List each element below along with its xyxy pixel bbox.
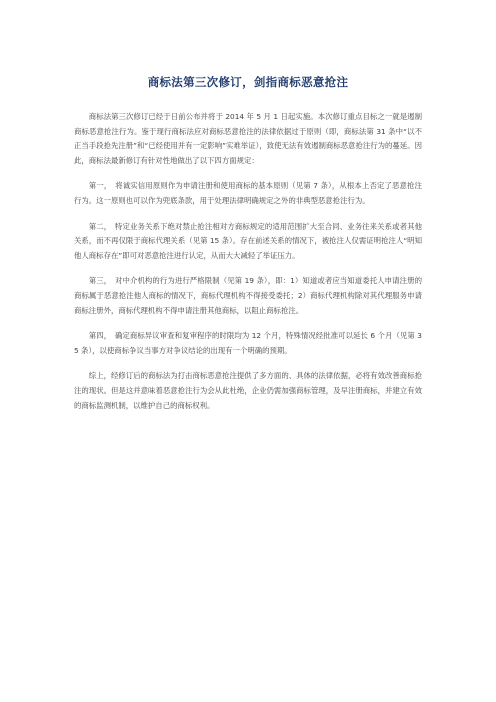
paragraph-third: 第三， 对中介机构的行为进行严格限制（见第 19 条），即：1）知道或者应当知道委托人申请注册的商标属于恶意抢注他人商标的情况下，商标代理机构不得接受委托；2）商标代理机构除对其代理服务申请商标注册外，商标代理机构不得申请注册其他商标，以阻止商标抢注。 <box>74 276 422 315</box>
paragraph-second: 第二， 特定业务关系下绝对禁止抢注相对方商标规定的适用范围扩大至合同、业务往来关系或者其他关系，而不再仅限于商标代理关系（见第 15 条）。存在前述关系的情况下，被抢注人仅需证明抢注人“明知他人商标存在”即可对恶意抢注进行认定，从而大大减轻了举证压力。 <box>74 221 422 260</box>
document-title: 商标法第三次修订，剑指商标恶意抢注 <box>147 75 349 89</box>
paragraph-fourth: 第四， 确定商标异议审查和复审程序的时限均为 12 个月，特殊情况经批准可以延长 6 个月（见第 35 条），以使商标争议当事方对争议结论的出现有一个明确的预期。 <box>74 331 422 355</box>
paragraph-first: 第一， 将诚实信用原则作为申请注册和使用商标的基本原则（见第 7 条），从根本上否定了恶意抢注行为。这一原则也可以作为兜底条款，用于处理法律明确规定之外的非典型恶意抢注行为。 <box>74 181 422 205</box>
paragraph-conclusion: 综上，经修订后的商标法为打击商标恶意抢注提供了多方面的、具体的法律依据，必将有效改善商标抢注的现状。但是这并意味着恶意抢注行为会从此杜绝，企业仍需加强商标管理，及早注册商标，并建立有效的商标监测机制，以维护自己的商标权利。 <box>74 371 422 410</box>
paragraph-intro: 商标法第三次修订已经于日前公布并将于 2014 年 5 月 1 日起实施。本次修订重点目标之一就是遏制商标恶意抢注行为。鉴于现行商标法应对商标恶意抢注的法律依据过于原则（即，商标法第 31 条中“以不正当手段抢先注册”和“已经使用并有一定影响”实难举证），致使无法有效遏制商标恶意抢注行为的蔓延。因此，商标法最新修订有针对性地做出了以下四方面规定： <box>74 112 422 165</box>
